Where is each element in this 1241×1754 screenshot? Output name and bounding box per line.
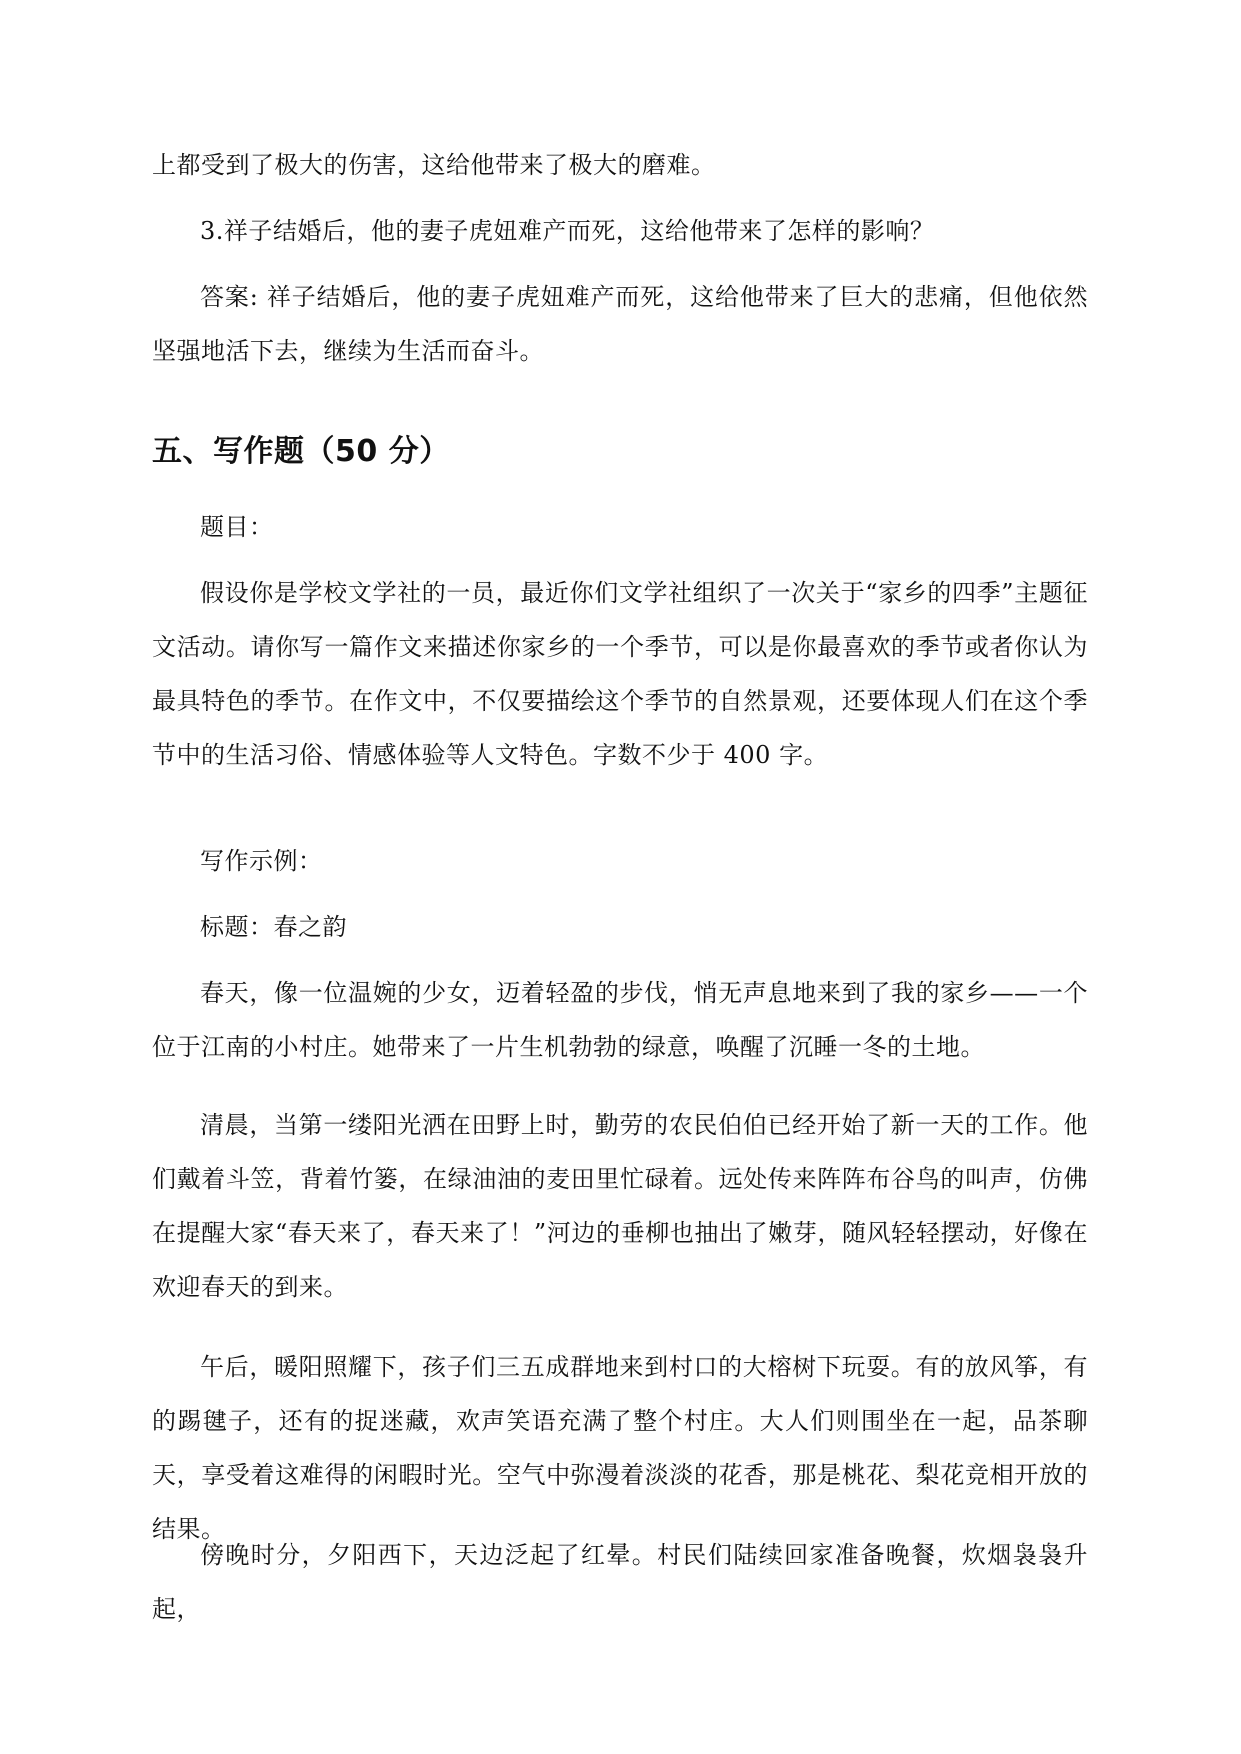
example-paragraph-2: 清晨，当第一缕阳光洒在田野上时，勤劳的农民伯伯已经开始了新一天的工作。他们戴着斗笠，背着竹篓，在绿油油的麦田里忙碌着。远处传来阵阵布谷鸟的叫声，仿佛在提醒大家“春天来了，春天来了！”河边的垂柳也抽出了嫩芽，随风轻轻摆动，好像在欢迎春天的到来。 <box>152 1111 1088 1301</box>
example-paragraph-3: 午后，暖阳照耀下，孩子们三五成群地来到村口的大榕树下玩耍。有的放风筝，有的踢毽子，还有的捉迷藏，欢声笑语充满了整个村庄。大人们则围坐在一起，品茶聊天，享受着这难得的闲暇时光。空气中弥漫着淡淡的花香，那是桃花、梨花竞相开放的结果。 <box>152 1353 1088 1543</box>
example-label: 写作示例： <box>200 847 323 875</box>
answer-3: 答案: 祥子结婚后，他的妻子虎妞难产而死，这给他带来了巨大的悲痛，但他依然坚强地活下去，继续为生活而奋斗。 <box>152 283 1088 365</box>
question-3: 3.祥子结婚后，他的妻子虎妞难产而死，这给他带来了怎样的影响？ <box>200 217 935 245</box>
section-heading-writing: 五、写作题（50 分） <box>152 434 450 469</box>
example-paragraph-1: 春天，像一位温婉的少女，迈着轻盈的步伐，悄无声息地来到了我的家乡——一个位于江南的小村庄。她带来了一片生机勃勃的绿意，唤醒了沉睡一冬的土地。 <box>152 979 1088 1061</box>
example-paragraph-4: 傍晚时分，夕阳西下，天边泛起了红晕。村民们陆续回家准备晚餐，炊烟袅袅升起， <box>152 1541 1088 1623</box>
prompt-label: 题目： <box>200 513 274 541</box>
writing-prompt: 假设你是学校文学社的一员，最近你们文学社组织了一次关于“家乡的四季”主题征文活动。请你写一篇作文来描述你家乡的一个季节，可以是你最喜欢的季节或者你认为最具特色的季节。在作文中，不仅要描绘这个季节的自然景观，还要体现人们在这个季节中的生活习俗、情感体验等人文特色。字数不少于 400 字。 <box>152 579 1088 769</box>
answer-continuation: 上都受到了极大的伤害，这给他带来了极大的磨难。 <box>152 151 716 179</box>
example-title: 标题：春之韵 <box>200 913 347 941</box>
